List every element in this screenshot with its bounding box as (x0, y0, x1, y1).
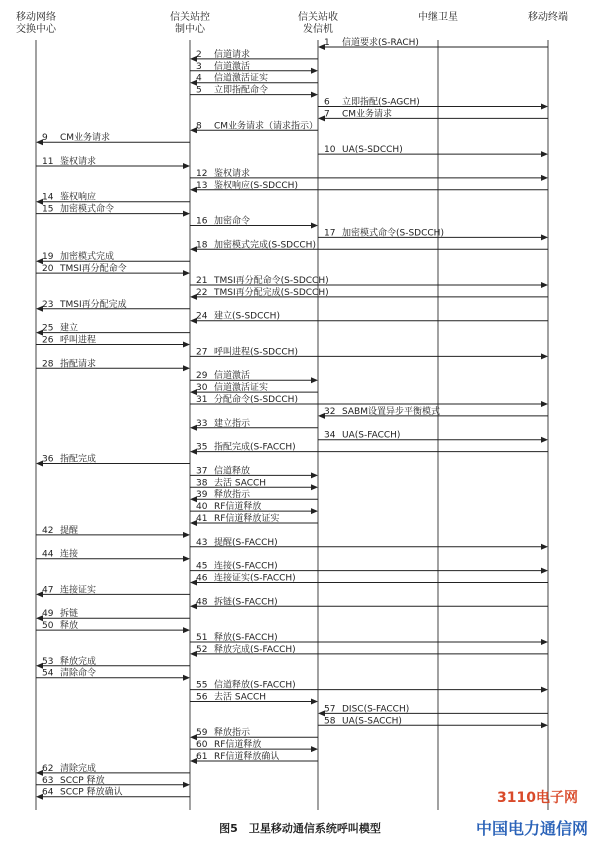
message-54 (36, 667, 190, 681)
message-number: 29 (196, 371, 208, 382)
message-20 (36, 262, 190, 276)
message-label: 加密模式命令(S-SDCCH) (342, 228, 444, 239)
message-number: 46 (196, 573, 208, 584)
message-51 (190, 631, 548, 645)
message-label: 信道激活 (214, 371, 251, 382)
message-number: 5 (196, 85, 202, 96)
message-62 (36, 762, 190, 776)
message-label: 加密命令 (214, 216, 251, 227)
message-label: 加密模式命令 (60, 204, 115, 215)
arrowhead-icon (183, 556, 190, 562)
watermark-line2: 中国电力通信网 (475, 819, 588, 838)
message-30 (190, 381, 318, 395)
message-53 (36, 655, 190, 669)
message-52 (190, 643, 548, 657)
message-label: 鉴权请求 (214, 168, 251, 179)
message-label: 连接 (60, 549, 79, 560)
message-55 (190, 679, 548, 693)
message-label: DISC(S-FACCH) (342, 704, 410, 715)
message-number: 13 (196, 180, 208, 191)
message-label: 鉴权请求 (60, 157, 97, 167)
message-label: 提醒(S-FACCH) (214, 537, 278, 548)
entity-ms-label: 移动终端 (528, 12, 568, 23)
arrowhead-icon (183, 532, 190, 538)
message-number: 11 (42, 157, 54, 167)
message-label: 信道请求 (214, 49, 251, 60)
message-label: TMSI再分配完成 (60, 299, 127, 310)
message-label: 立即指配(S-AGCH) (342, 97, 420, 108)
message-46 (190, 572, 548, 586)
message-label: 释放 (60, 621, 79, 632)
message-number: 56 (196, 692, 208, 703)
message-label: RF信道释放 (214, 502, 262, 513)
message-number: 28 (42, 359, 54, 370)
arrowhead-icon (311, 377, 318, 383)
message-label: 建立指示 (214, 418, 251, 429)
message-26 (36, 334, 190, 348)
message-label: 拆链 (60, 609, 79, 620)
message-38 (190, 476, 318, 490)
message-label: CM业务请求 (342, 109, 393, 120)
message-number: 35 (196, 442, 208, 453)
arrowhead-icon (541, 353, 548, 359)
arrowhead-icon (311, 472, 318, 478)
arrowhead-icon (541, 401, 548, 407)
arrowhead-icon (541, 722, 548, 728)
arrowhead-icon (183, 675, 190, 681)
message-number: 59 (196, 728, 208, 739)
message-label: 提醒 (60, 525, 79, 536)
arrowhead-icon (541, 639, 548, 645)
message-number: 48 (196, 597, 208, 608)
message-6 (318, 96, 548, 110)
message-33 (190, 417, 318, 431)
message-label: 去活 SACCH (214, 692, 267, 703)
message-8 (190, 119, 318, 133)
entity-bsc-label-2: 制中心 (175, 24, 205, 35)
message-label: 建立(S-SDCCH) (214, 311, 280, 322)
entity-msc-label: 移动网络 (16, 12, 56, 23)
message-number: 41 (196, 514, 208, 524)
message-number: 3 (196, 61, 202, 72)
message-41 (190, 512, 318, 526)
message-label: UA(S-SDCCH) (342, 145, 403, 156)
entity-msc-label-2: 交换中心 (16, 24, 56, 35)
message-27 (190, 345, 548, 359)
message-9 (36, 131, 190, 145)
message-number: 53 (42, 656, 54, 667)
message-number: 16 (196, 216, 208, 227)
arrowhead-icon (311, 68, 318, 74)
message-45 (190, 560, 548, 574)
watermark (476, 789, 588, 838)
message-44 (36, 548, 190, 562)
message-label: 加密模式完成 (60, 252, 115, 263)
arrowhead-icon (311, 508, 318, 514)
message-35 (190, 441, 548, 455)
message-label: 信道释放 (214, 466, 251, 477)
message-63 (36, 774, 190, 788)
watermark-line1: 3110电子网 (497, 790, 578, 806)
entity-sat-label: 中继卫星 (418, 12, 458, 23)
message-number: 55 (196, 680, 208, 691)
message-57 (318, 704, 548, 716)
message-34 (318, 431, 548, 443)
message-40 (190, 500, 318, 514)
figure-caption: 图5 卫星移动通信系统呼叫模型 (219, 822, 381, 835)
message-label: 加密模式完成(S-SDCCH) (214, 240, 316, 251)
message-number: 47 (42, 585, 54, 596)
message-label: 连接证实 (60, 585, 97, 596)
message-label: RF信道释放证实 (214, 514, 280, 524)
message-5 (190, 84, 318, 98)
message-42 (36, 524, 190, 538)
message-number: 20 (42, 264, 54, 275)
message-label: 信道激活证实 (214, 73, 269, 84)
message-label: RF信道释放 (214, 740, 262, 751)
message-number: 19 (42, 252, 54, 263)
arrowhead-icon (183, 342, 190, 348)
entity-bts-label-2: 发信机 (303, 24, 333, 35)
message-4 (190, 72, 318, 86)
message-43 (190, 536, 548, 550)
message-label: 指配请求 (60, 359, 97, 370)
message-number: 27 (196, 347, 208, 358)
message-number: 57 (324, 704, 336, 715)
message-number: 8 (196, 121, 202, 132)
arrowhead-icon (183, 627, 190, 633)
message-number: 39 (196, 490, 208, 501)
message-label: 释放完成 (60, 656, 97, 667)
message-label: 指配完成(S-FACCH) (214, 442, 296, 453)
message-label: CM业务请求（请求指示） (214, 121, 319, 132)
entity-bts-label: 信关站收 (298, 12, 338, 23)
message-number: 31 (196, 395, 208, 405)
arrowhead-icon (311, 484, 318, 490)
message-label: 分配命令(S-SDCCH) (214, 395, 298, 405)
arrowhead-icon (311, 223, 318, 229)
message-60 (190, 738, 318, 752)
message-number: 43 (196, 537, 208, 548)
arrowhead-icon (311, 699, 318, 705)
message-number: 52 (196, 644, 208, 655)
arrowhead-icon (541, 104, 548, 110)
message-number: 60 (196, 740, 208, 751)
message-label: 清除命令 (60, 668, 97, 679)
message-number: 26 (42, 335, 54, 346)
message-14 (36, 191, 190, 205)
message-label: TMSI再分配命令 (60, 264, 127, 275)
message-number: 4 (196, 73, 202, 84)
message-number: 14 (42, 192, 54, 203)
message-label: 鉴权响应 (60, 192, 97, 203)
message-number: 1 (324, 38, 330, 48)
arrowhead-icon (183, 782, 190, 788)
message-28 (36, 357, 190, 371)
message-label: TMSI再分配完成(S-SDCCH) (214, 287, 329, 298)
message-number: 38 (196, 478, 208, 489)
message-61 (190, 750, 318, 764)
message-number: 42 (42, 525, 54, 536)
message-12 (190, 167, 548, 181)
message-number: 7 (324, 109, 330, 120)
message-label: 清除完成 (60, 763, 97, 774)
message-7 (318, 107, 548, 121)
arrowhead-icon (311, 92, 318, 98)
message-number: 33 (196, 418, 208, 429)
message-19 (36, 250, 190, 264)
message-number: 24 (196, 311, 208, 322)
message-number: 36 (42, 454, 54, 465)
message-number: 40 (196, 502, 208, 513)
message-label: 释放指示 (214, 490, 251, 501)
arrowhead-icon (541, 568, 548, 574)
message-label: RF信道释放确认 (214, 752, 280, 762)
message-label: 释放指示 (214, 728, 251, 739)
arrowhead-icon (183, 211, 190, 217)
message-21 (190, 274, 548, 288)
arrowhead-icon (541, 151, 548, 157)
message-25 (36, 322, 190, 336)
message-number: 6 (324, 97, 330, 108)
message-15 (36, 203, 190, 217)
message-number: 63 (42, 775, 54, 786)
message-label: 呼叫进程(S-SDCCH) (214, 347, 298, 358)
message-label: 建立 (60, 323, 79, 334)
message-number: 21 (196, 276, 208, 286)
message-label: 连接证实(S-FACCH) (214, 573, 296, 584)
message-number: 49 (42, 609, 54, 620)
message-label: 连接(S-FACCH) (214, 561, 278, 572)
message-number: 37 (196, 466, 208, 477)
message-37 (190, 464, 318, 478)
entity-bsc-label: 信关站控 (170, 12, 210, 23)
message-49 (36, 607, 190, 621)
message-label: 鉴权响应(S-SDCCH) (214, 180, 298, 191)
arrowhead-icon (541, 437, 548, 443)
arrowhead-icon (183, 270, 190, 276)
message-3 (190, 60, 318, 74)
message-13 (190, 179, 548, 193)
message-number: 10 (324, 145, 336, 156)
message-label: TMSI再分配命令(S-SDCCH) (214, 276, 329, 286)
message-number: 58 (324, 716, 336, 727)
message-label: 呼叫进程 (60, 335, 97, 346)
message-11 (36, 155, 190, 169)
message-label: 信道激活证实 (214, 383, 269, 394)
message-number: 23 (42, 299, 54, 310)
message-label: UA(S-SACCH) (342, 716, 402, 727)
arrowhead-icon (541, 687, 548, 693)
message-label: CM业务请求 (60, 133, 111, 144)
message-18 (190, 238, 548, 252)
message-47 (36, 583, 190, 597)
message-number: 22 (196, 287, 208, 298)
message-number: 44 (42, 549, 54, 560)
message-label: 去活 SACCH (214, 478, 267, 489)
message-32 (318, 405, 548, 419)
message-1 (318, 36, 548, 50)
message-number: 12 (196, 168, 208, 179)
message-22 (190, 286, 548, 300)
message-label: 释放完成(S-FACCH) (214, 644, 296, 655)
message-16 (190, 215, 318, 229)
message-56 (190, 691, 318, 705)
message-number: 45 (196, 561, 208, 572)
message-58 (318, 716, 548, 728)
message-23 (36, 298, 190, 312)
message-number: 2 (196, 49, 202, 60)
message-number: 25 (42, 323, 54, 334)
message-label: 信道激活 (214, 61, 251, 72)
message-number: 9 (42, 133, 48, 144)
message-number: 50 (42, 621, 54, 632)
message-39 (190, 488, 318, 502)
message-36 (36, 453, 190, 467)
message-number: 17 (324, 228, 336, 239)
message-label: UA(S-FACCH) (342, 430, 401, 441)
message-50 (36, 619, 190, 633)
arrowhead-icon (541, 234, 548, 240)
message-number: 62 (42, 763, 54, 774)
message-24 (190, 310, 548, 324)
message-label: 信道要求(S-RACH) (342, 38, 419, 48)
message-number: 18 (196, 240, 208, 251)
message-number: 32 (324, 406, 336, 417)
message-number: 34 (324, 430, 336, 441)
arrowhead-icon (311, 746, 318, 752)
arrowhead-icon (541, 175, 548, 181)
arrowhead-icon (183, 163, 190, 169)
message-31 (190, 393, 548, 407)
message-number: 61 (196, 752, 208, 762)
message-number: 30 (196, 383, 208, 394)
message-label: 立即指配命令 (214, 85, 269, 96)
message-29 (190, 369, 318, 383)
message-label: SCCP 释放 (60, 775, 105, 786)
message-number: 54 (42, 668, 54, 679)
message-label: SCCP 释放确认 (60, 787, 123, 798)
arrowhead-icon (541, 544, 548, 550)
message-number: 64 (42, 787, 54, 798)
message-label: SABM设置异步平衡模式 (342, 406, 440, 417)
arrowhead-icon (541, 282, 548, 288)
message-17 (318, 226, 548, 240)
message-number: 15 (42, 204, 54, 215)
message-10 (318, 145, 548, 157)
arrowhead-icon (183, 365, 190, 371)
message-label: 信道释放(S-FACCH) (214, 680, 296, 691)
message-59 (190, 726, 318, 740)
message-label: 拆链(S-FACCH) (214, 597, 278, 608)
message-label: 指配完成 (60, 454, 97, 465)
message-2 (190, 48, 318, 62)
message-48 (190, 595, 548, 609)
message-number: 51 (196, 633, 208, 643)
message-label: 释放(S-FACCH) (214, 633, 278, 643)
message-64 (36, 786, 190, 800)
